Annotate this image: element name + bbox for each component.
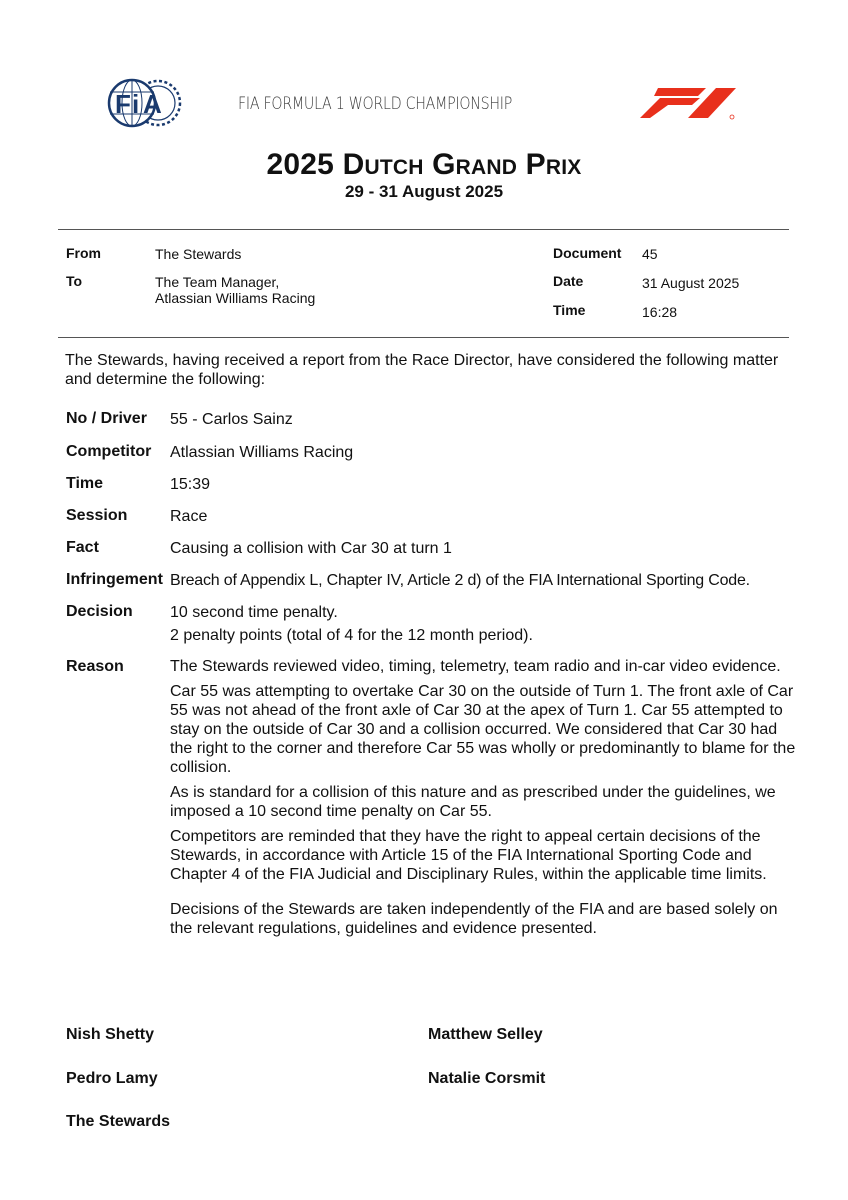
championship-title: FIA FORMULA 1 WORLD CHAMPIONSHIP	[238, 94, 513, 113]
competitor-label: Competitor	[66, 443, 152, 460]
appeal-notice: Competitors are reminded that they have the right to appeal certain decisions of the Stewards, in accordance with Article 15 of the FIA International Sporting Code and Chapter 4 of the FIA Judicial and Disciplinary Rules, within the applicable time limits.	[170, 828, 767, 883]
date-value: 31 August 2025	[642, 275, 740, 291]
decision-label: Decision	[66, 603, 133, 620]
session-value: Race	[170, 508, 208, 525]
svg-text:i: i	[132, 89, 140, 119]
svg-text:A: A	[143, 89, 162, 119]
date-label: Date	[553, 273, 584, 289]
steward-signature: Nish Shetty	[66, 1026, 155, 1043]
driver-value: 55 - Carlos Sainz	[170, 411, 293, 428]
steward-signature: Natalie Corsmit	[428, 1070, 546, 1087]
to-value-line1: The Team Manager,	[155, 274, 280, 290]
infringement-value: Breach of Appendix L, Chapter IV, Article 2 d) of the FIA International Sporting Code.	[170, 572, 750, 589]
incident-time-value: 15:39	[170, 476, 211, 493]
f1-logo-icon	[636, 86, 740, 122]
fia-logo	[106, 78, 184, 128]
fact-label: Fact	[66, 539, 99, 556]
decision-line1: 10 second time penalty.	[170, 604, 338, 621]
driver-label: No / Driver	[66, 410, 147, 427]
intro-paragraph: The Stewards, having received a report from the Race Director, have considered the following matter and determine the following:	[65, 352, 779, 388]
signature-footer: The Stewards	[66, 1113, 171, 1130]
divider-bottom	[58, 337, 789, 338]
time-value: 16:28	[642, 304, 678, 320]
independence-notice: Decisions of the Stewards are taken independently of the FIA and are based solely on the relevant regulations, guidelines and evidence presented.	[170, 901, 778, 937]
from-value: The Stewards	[155, 246, 242, 262]
to-label: To	[66, 273, 83, 289]
fia-globe-icon	[106, 78, 184, 128]
reason-text	[170, 657, 800, 944]
reason-paragraph: The Stewards reviewed video, timing, telemetry, team radio and in-car video evidence.	[170, 658, 781, 675]
steward-signature: Pedro Lamy	[66, 1070, 158, 1087]
competitor-value: Atlassian Williams Racing	[170, 444, 354, 461]
reason-paragraph: Car 55 was attempting to overtake Car 30 on the outside of Turn 1. The front axle of Car 55 was not ahead of the front axle of Car 30 at the apex of Turn 1. Car 55 attempted to stay on the outside of Car 30 and a collision occurred. We considered that Car 30 had the right to the corner and therefore Car 55 was wholly or predominantly to blame for the collision.	[170, 683, 796, 776]
document-number: 45	[642, 246, 658, 262]
fact-value: Causing a collision with Car 30 at turn 1	[170, 540, 452, 557]
document-label: Document	[553, 245, 622, 261]
time-label: Time	[553, 302, 586, 318]
to-value-line2: Atlassian Williams Racing	[155, 290, 316, 306]
steward-signature: Matthew Selley	[428, 1026, 543, 1043]
event-dates: 29 - 31 August 2025	[344, 182, 504, 201]
reason-label: Reason	[66, 658, 124, 675]
f1-logo	[636, 86, 740, 122]
event-title: 2025 Dutch Grand Prix	[266, 148, 582, 181]
svg-text:F: F	[115, 89, 131, 119]
decision-line2: 2 penalty points (total of 4 for the 12 month period).	[170, 627, 533, 644]
incident-time-label: Time	[66, 475, 104, 492]
from-label: From	[66, 245, 101, 261]
reason-paragraph: As is standard for a collision of this nature and as prescribed under the guidelines, we imposed a 10 second time penalty on Car 55.	[170, 784, 776, 820]
divider-top	[58, 229, 789, 230]
infringement-label: Infringement	[66, 571, 163, 588]
session-label: Session	[66, 507, 128, 524]
